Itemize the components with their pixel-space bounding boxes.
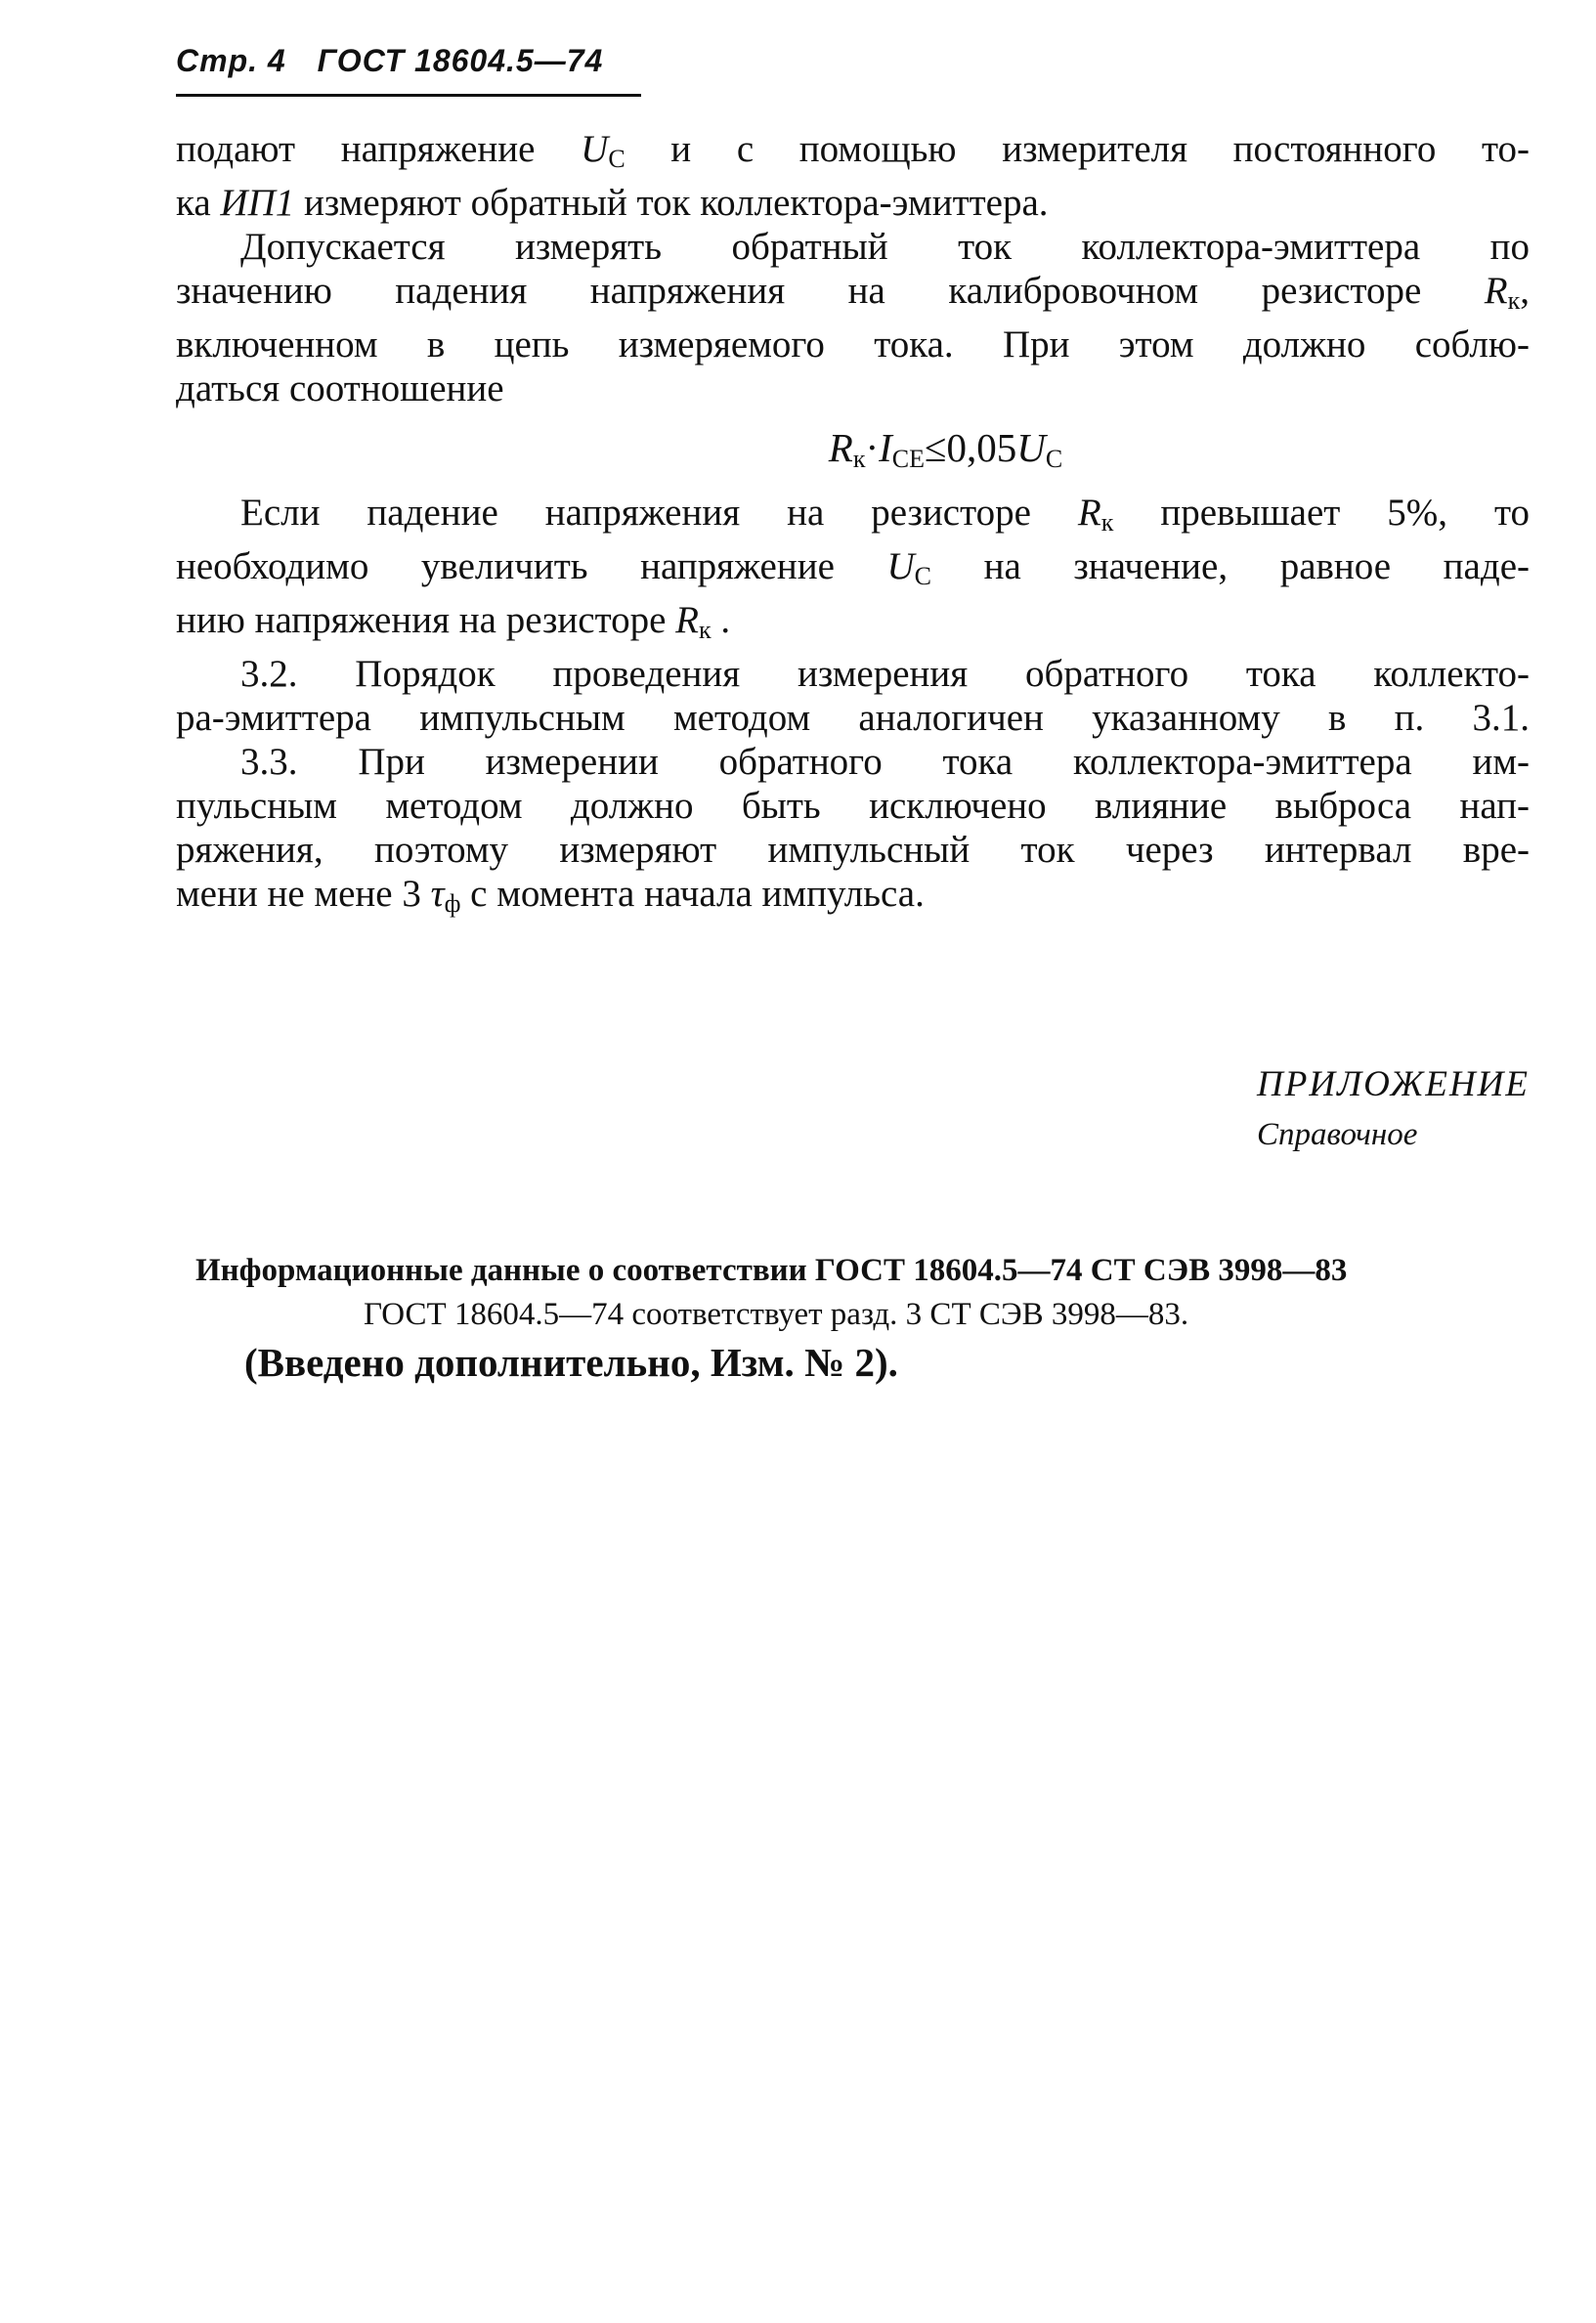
text-line: значению падения напряжения на калибровочном резисторе $R_к$,: [176, 270, 1530, 315]
page-number: Стр. 4: [176, 43, 286, 78]
info-text: ГОСТ 18604.5—74 соответствует разд. 3 СТ СЭВ 3998—83.: [364, 1297, 1189, 1332]
text-line: подают напряжение $U_C$ и с помощью измерителя постоянного то-: [176, 128, 1530, 173]
text-line: мени не мене 3 $\tau_ф$ с момента начала импульса.: [176, 873, 925, 918]
text-line: ра-эмиттера импульсным методом аналогичен указанному в п. 3.1.: [176, 697, 1530, 739]
text-line: ка ИП1 измеряют обратный ток коллектора-эмиттера.: [176, 182, 1049, 224]
page-header: [176, 43, 641, 79]
text-line: необходимо увеличить напряжение $U_C$ на значение, равное паде-: [176, 545, 1530, 590]
text-line: Если падение напряжения на резисторе $R_к$ превышает 5%, то: [240, 492, 1530, 537]
text-line: нию напряжения на резисторе $R_к$ .: [176, 599, 731, 644]
header-rule: [176, 94, 641, 97]
text-line: 3.2. Порядок проведения измерения обратного тока коллекто-: [240, 653, 1530, 695]
body-text: [176, 127, 1530, 925]
amendment-note: (Введено дополнительно, Изм. № 2).: [244, 1340, 898, 1385]
text-line: ряжения, поэтому измеряют импульсный ток через интервал вре-: [176, 829, 1530, 871]
formula: $R_к\cdot I_{CE}\le 0,05U_C$: [828, 425, 1063, 473]
text-line: включенном в цепь измеряемого тока. При этом должно соблю-: [176, 323, 1530, 366]
text-line: пульсным методом должно быть исключено влияние выброса нап-: [176, 785, 1530, 827]
text-line: Допускается измерять обратный ток коллектора-эмиттера по: [240, 226, 1530, 268]
annex-title: ПРИЛОЖЕНИЕ: [1257, 1064, 1530, 1104]
info-section: [195, 1253, 1515, 1386]
info-heading: Информационные данные о соответствии ГОСТ 18604.5—74 СТ СЭВ 3998—83: [195, 1253, 1348, 1288]
standard-code: ГОСТ 18604.5—74: [317, 43, 604, 78]
text-line: даться соотношение: [176, 367, 504, 409]
annex-heading: [1257, 1063, 1530, 1153]
text-line: 3.3. При измерении обратного тока коллектора-эмиттера им-: [240, 741, 1530, 783]
annex-kind: Справочное: [1257, 1117, 1418, 1152]
